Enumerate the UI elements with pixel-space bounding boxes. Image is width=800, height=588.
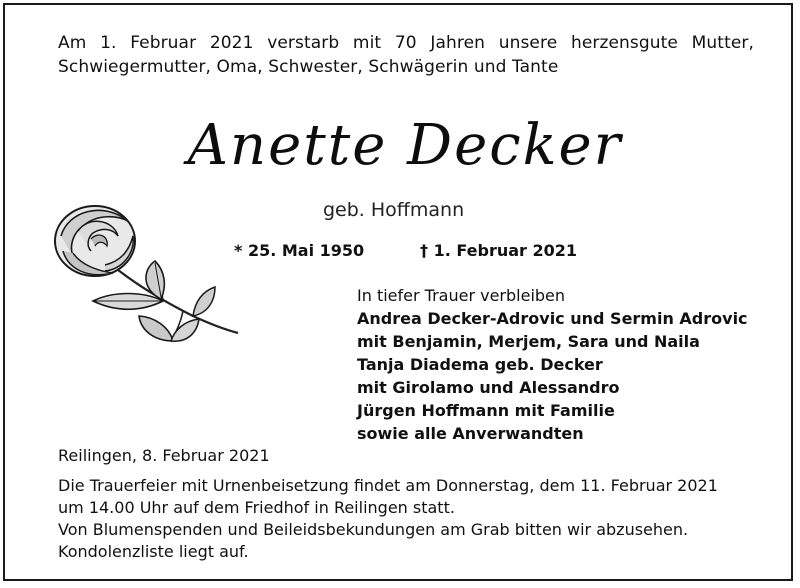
intro-line-2: Schwiegermutter, Oma, Schwester, Schwägerin und Tante — [58, 57, 559, 77]
mourners-list — [357, 284, 748, 445]
mourner-line: mit Benjamin, Merjem, Sara und Naila — [357, 332, 700, 351]
intro-text — [58, 31, 754, 79]
birth-date: * 25. Mai 1950 — [234, 241, 365, 260]
deceased-name: Anette Decker — [187, 113, 623, 178]
mourner-line: sowie alle Anverwandten — [357, 424, 584, 443]
footer-line: Kondolenzliste liegt auf. — [58, 542, 249, 561]
funeral-information — [58, 475, 758, 563]
intro-line-1: Am 1. Februar 2021 verstarb mit 70 Jahren unsere herzensgute Mutter, — [58, 33, 754, 53]
mourner-line: Andrea Decker-Adrovic und Sermin Adrovic — [357, 309, 748, 328]
place-and-date: Reilingen, 8. Februar 2021 — [58, 446, 270, 465]
birth-name: geb. Hoffmann — [323, 199, 465, 221]
footer-line: um 14.00 Uhr auf dem Friedhof in Reilingen statt. — [58, 498, 455, 517]
mourners-heading: In tiefer Trauer verbleiben — [357, 286, 566, 305]
mourner-line: mit Girolamo und Alessandro — [357, 378, 620, 397]
mourner-line: Jürgen Hoffmann mit Familie — [357, 401, 615, 420]
footer-line: Die Trauerfeier mit Urnenbeisetzung findet am Donnerstag, dem 11. Februar 2021 — [58, 476, 718, 495]
death-date: † 1. Februar 2021 — [420, 241, 578, 260]
footer-line: Von Blumenspenden und Beileidsbekundungen am Grab bitten wir abzusehen. — [58, 520, 689, 539]
obituary-notice — [3, 3, 793, 581]
rose-illustration-icon — [43, 191, 243, 361]
mourner-line: Tanja Diadema geb. Decker — [357, 355, 603, 374]
